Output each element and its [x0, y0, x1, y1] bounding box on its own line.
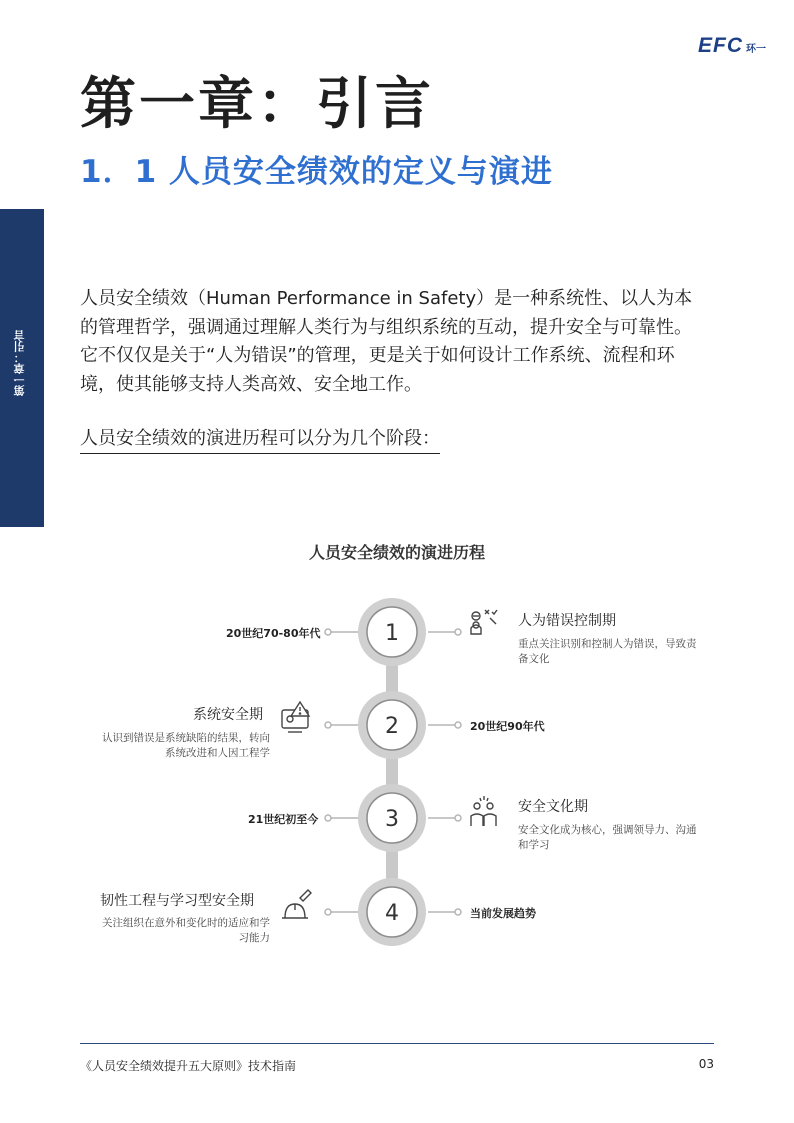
- stage-number-1: 1: [385, 621, 399, 646]
- stage-2-name: 系统安全期: [193, 707, 263, 723]
- page-number: 03: [698, 1057, 714, 1071]
- efc-logo: [698, 34, 766, 58]
- stages-intro: 人员安全绩效的演进历程可以分为几个阶段：: [80, 426, 440, 454]
- chapter-side-label: 第一章：引言: [13, 330, 26, 396]
- stage-3-period: 21世纪初至今: [248, 813, 319, 826]
- stage-4-period: 当前发展趋势: [470, 907, 536, 920]
- stage-2-desc: 认识到错误是系统缺陷的结果，转向系统改进和人因工程学: [102, 732, 270, 759]
- stage-3-name: 安全文化期: [518, 799, 588, 815]
- person-error-icon: [471, 610, 497, 634]
- stage-number-3: 3: [385, 807, 399, 832]
- logo-sub-text: 环一: [746, 44, 766, 55]
- stage-1-desc: 重点关注识别和控制人为错误，导致责备文化: [518, 638, 697, 665]
- stage-3-desc: 安全文化成为核心，强调领导力、沟通和学习: [518, 824, 697, 851]
- helmet-pencil-icon: [282, 890, 311, 918]
- stage-1-name: 人为错误控制期: [518, 613, 616, 629]
- stage-node-4: [358, 878, 426, 946]
- stage-4-desc: 关注组织在意外和变化时的适应和学习能力: [102, 917, 270, 944]
- stage-node-3: [358, 784, 426, 852]
- footer-divider: [80, 1043, 714, 1044]
- logo-main-text: EFC: [698, 34, 743, 57]
- stage-2-period: 20世纪90年代: [470, 720, 545, 733]
- team-culture-icon: [471, 796, 496, 826]
- chapter-title: 第一章：引言: [80, 72, 434, 137]
- diagram-title: 人员安全绩效的演进历程: [308, 543, 485, 562]
- stage-number-2: 2: [385, 714, 399, 739]
- stage-node-2: [358, 691, 426, 759]
- footer-doc-title: 《人员安全绩效提升五大原则》技术指南: [80, 1059, 297, 1073]
- stage-number-4: 4: [385, 901, 399, 926]
- system-warning-icon: [282, 702, 309, 732]
- stage-4-name: 韧性工程与学习型安全期: [100, 893, 254, 909]
- section-title: 1．1 人员安全绩效的定义与演进: [80, 154, 553, 190]
- intro-paragraph: 人员安全绩效（Human Performance in Safety）是一种系统性、以人为本的管理哲学，强调通过理解人类行为与组织系统的互动，提升安全与可靠性。它不仅仅是关于“人为错误”的管理，更是关于如何设计工作系统、流程和环境，使其能够支持人类高效、安全地工作。: [80, 288, 693, 395]
- stage-1-period: 20世纪70-80年代: [226, 627, 321, 640]
- stage-node-1: [358, 598, 426, 666]
